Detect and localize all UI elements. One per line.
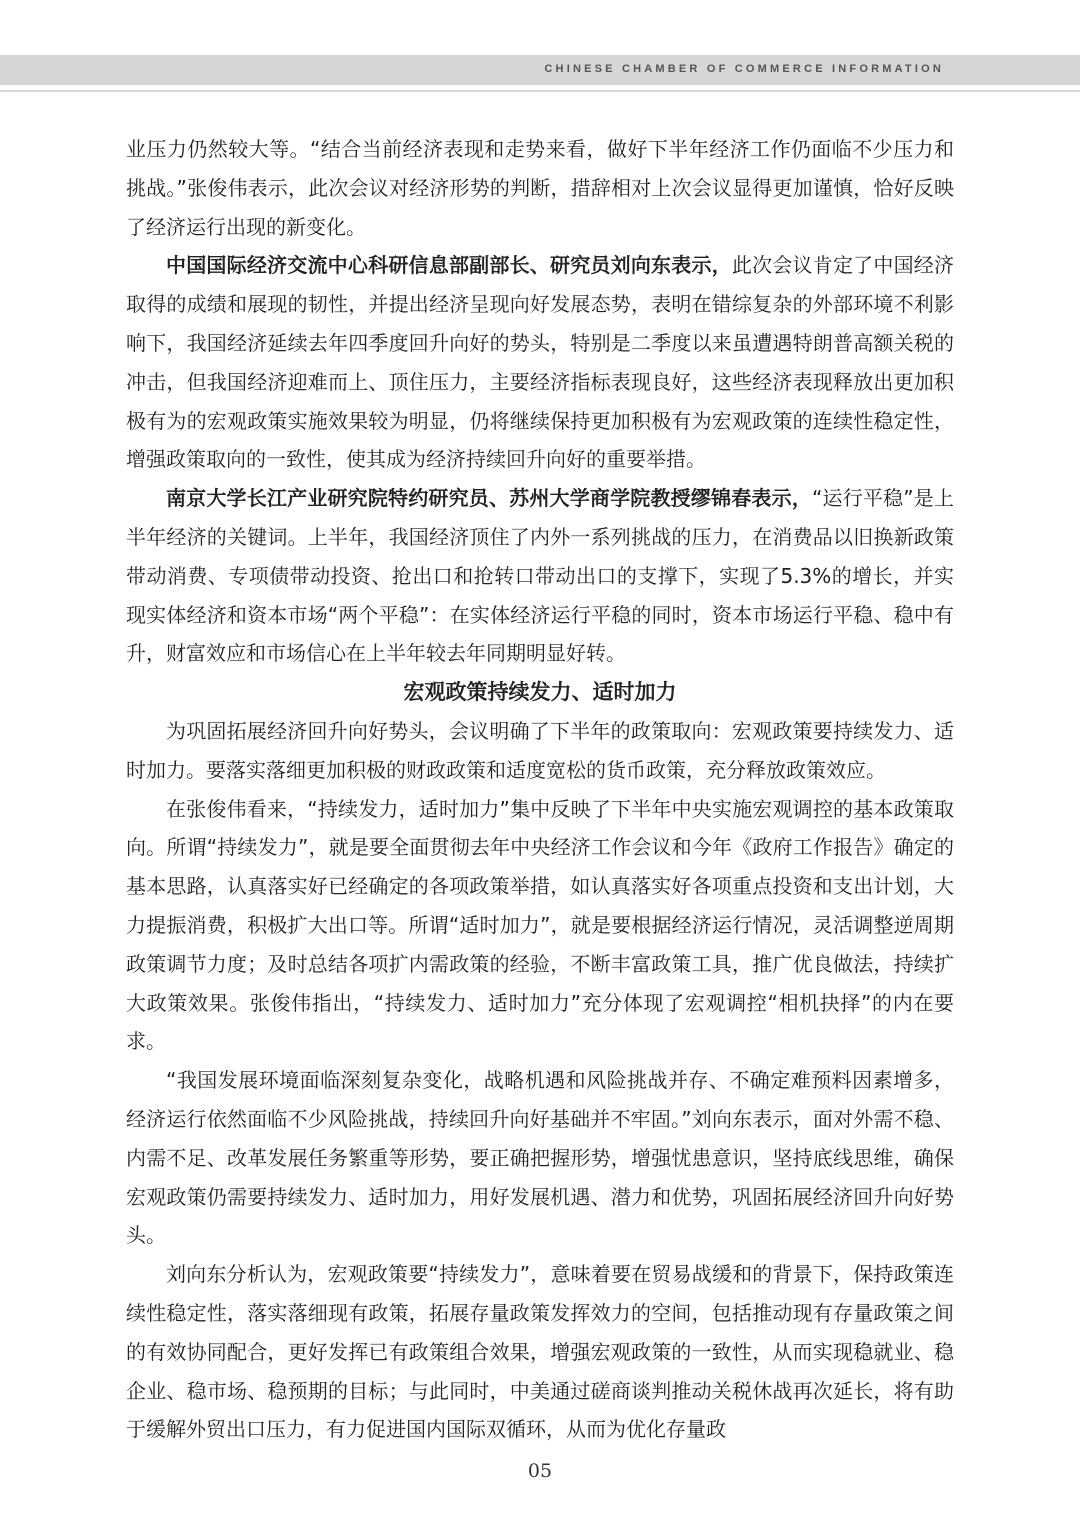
paragraph-zhang-junwei: 在张俊伟看来，“持续发力，适时加力”集中反映了下半年中央实施宏观调控的基本政策取向。所谓“持续发力”，就是要全面贯彻去年中央经济工作会议和今年《政府工作报告》确定的基本思路，认真落实好已经确定的各项政策举措，如认真落实好各项重点投资和支出计划，大力提振消费，积极扩大出口等。所谓“适时加力”，就是要根据经济运行情况，灵活调整逆周期政策调节力度；及时总结各项扩内需政策的经验，不断丰富政策工具，推广优良做法，持续扩大政策效果。张俊伟指出，“持续发力、适时加力”充分体现了宏观调控“相机抉择”的内在要求。 (126, 796, 954, 1054)
paragraph-miao-jinchun (126, 479, 954, 673)
paragraph-quote: “我国发展环境面临深刻复杂变化，战略机遇和风险挑战并存、不确定难预料因素增多，经济运行依然面临不少风险挑战，持续回升向好基础并不牢固。”刘向东表示，面对外需不稳、内需不足、改革发展任务繁重等形势，要正确把握形势，增强忧患意识，坚持底线思维，确保宏观政策仍需要持续发力、适时加力，用好发展机遇、潜力和优势，巩固拓展经济回升向好势头。 (126, 1068, 954, 1248)
speaker-lead: 中国国际经济交流中心科研信息部副部长、研究员刘向东表示， (166, 253, 732, 278)
paragraph-text: “运行平稳”是上半年经济的关键词。上半年，我国经济顶住了内外一系列挑战的压力，在消费品以旧换新政策带动消费、专项债带动投资、抢出口和抢转口带动出口的支撑下，实现了5.3%的增长，并实现实体经济和资本市场“两个平稳”：在实体经济运行平稳的同时，资本市场运行平稳、稳中有升，财富效应和市场信心在上半年较去年同期明显好转。 (126, 486, 954, 666)
paragraph-liu-xiangdong (126, 246, 954, 479)
header-rule (0, 90, 1080, 92)
paragraph-continued: 业压力仍然较大等。“结合当前经济表现和走势来看，做好下半年经济工作仍面临不少压力和挑战。”张俊伟表示，此次会议对经济形势的判断，措辞相对上次会议显得更加谨慎，恰好反映了经济运行出现的新变化。 (126, 137, 954, 239)
page-number: 05 (527, 1460, 553, 1482)
section-heading: 宏观政策持续发力、适时加力 (403, 680, 677, 705)
publication-header: CHINESE CHAMBER OF COMMERCE INFORMATION (544, 63, 944, 75)
paragraph-text: 此次会议肯定了中国经济取得的成绩和展现的韧性，并提出经济呈现向好发展态势，表明在错综复杂的外部环境不利影响下，我国经济延续去年四季度回升向好的势头，特别是二季度以来虽遭遇特朗普高额关税的冲击，但我国经济迎难而上、顶住压力，主要经济指标表现良好，这些经济表现释放出更加积极有为的宏观政策实施效果较为明显，仍将继续保持更加积极有为宏观政策的连续性稳定性，增强政策取向的一致性，使其成为经济持续回升向好的重要举措。 (126, 253, 955, 472)
paragraph-policy-orientation: 为巩固拓展经济回升向好势头，会议明确了下半年的政策取向：宏观政策要持续发力、适时加力。要落实落细更加积极的财政政策和适度宽松的货币政策，充分释放政策效应。 (126, 718, 954, 782)
speaker-lead: 南京大学长江产业研究院特约研究员、苏州大学商学院教授缪锦春表示， (166, 486, 812, 511)
paragraph-liu-analysis: 刘向东分析认为，宏观政策要“持续发力”，意味着要在贸易战缓和的背景下，保持政策连续性稳定性，落实落细现有政策，拓展存量政策发挥效力的空间，包括推动现有存量政策之间的有效协同配合，更好发挥已有政策组合效果，增强宏观政策的一致性，从而实现稳就业、稳企业、稳市场、稳预期的目标；与此同时，中美通过磋商谈判推动关税休战再次延长，将有助于缓解外贸出口压力，有力促进国内国际双循环，从而为优化存量政 (126, 1262, 954, 1442)
article-body (126, 130, 954, 1449)
